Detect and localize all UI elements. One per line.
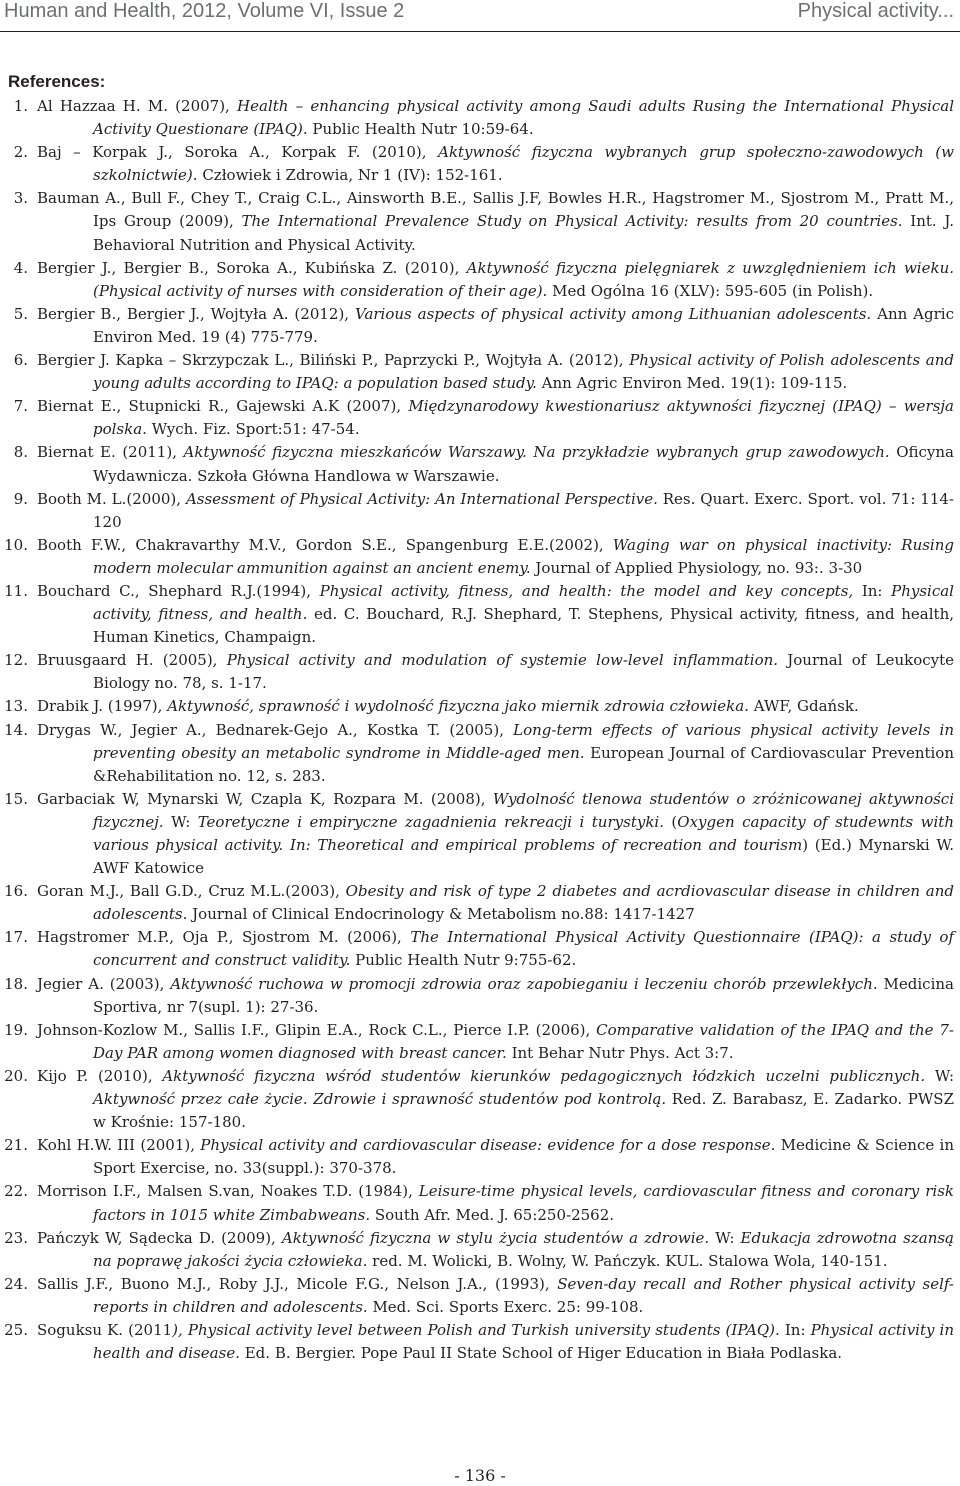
reference-text	[37, 582, 954, 646]
reference-text-part: Jegier A. (2003),	[37, 974, 171, 993]
reference-text	[37, 1321, 954, 1362]
reference-text	[37, 1067, 954, 1131]
reference-title-italic: Health – enhancing physical activity among Saudi adults Rusing the International Physical Activity Questionare (IPAQ).	[93, 97, 954, 139]
reference-item	[0, 1134, 960, 1180]
reference-number: 2.	[13, 143, 28, 162]
reference-text	[37, 928, 954, 969]
reference-item	[0, 1180, 960, 1226]
reference-item	[0, 695, 960, 718]
reference-text	[37, 1136, 954, 1177]
reference-text-part: AWF, Gdańsk.	[748, 697, 859, 716]
reference-text-part: Soguksu K. (2011	[37, 1320, 173, 1339]
reference-title-italic: Physical activity, fitness, and health: the model and key concepts,	[319, 581, 854, 600]
references-list	[0, 95, 960, 1365]
references-heading: References:	[8, 72, 106, 91]
reference-text	[37, 1182, 954, 1223]
reference-text-part: W:	[709, 1228, 741, 1247]
reference-text	[37, 397, 954, 438]
reference-text	[37, 259, 954, 300]
reference-text-part: Biernat E. (2011),	[37, 443, 184, 462]
reference-text-part: Med. Sci. Sports Exerc. 25: 99-108.	[367, 1297, 644, 1316]
reference-text-part: Bergier J., Bergier B., Soroka A., Kubińska Z. (2010),	[37, 258, 467, 277]
reference-text-part: Medicine & Science in Sport Exercise, no. 33(suppl.): 370-378.	[93, 1136, 954, 1178]
reference-text-part: In:	[853, 581, 892, 600]
reference-title-italic: Edukacja zdrowotna szansą na poprawę jakości życia człowieka.	[93, 1228, 955, 1270]
reference-item	[0, 95, 960, 141]
reference-text	[37, 490, 954, 531]
reference-title-italic: Physical activity and cardiovascular disease: evidence for a dose response.	[200, 1136, 776, 1155]
reference-number: 15.	[4, 789, 28, 808]
reference-number: 8.	[13, 443, 28, 462]
reference-title-italic: ), Physical activity level between Polish and Turkish university students (IPAQ).	[172, 1320, 780, 1339]
reference-title-italic: Aktywność fizyczna pielęgniarek z uwzględnieniem ich wieku. (Physical activity of nurses with consideration of their age).	[93, 258, 954, 300]
reference-item	[0, 488, 960, 534]
reference-text-part: ed. C. Bouchard, R.J. Shephard, T. Stephens, Physical activity, fitness, and health, Human Kinetics, Champaign.	[93, 605, 954, 647]
reference-number: 9.	[13, 489, 28, 508]
reference-item	[0, 1273, 960, 1319]
reference-item	[0, 1065, 960, 1134]
reference-number: 3.	[13, 189, 28, 208]
reference-text-part: W:	[163, 812, 198, 831]
reference-item	[0, 395, 960, 441]
reference-text	[37, 443, 954, 484]
reference-title-italic: Międzynarodowy kwestionariusz aktywności fizycznej (IPAQ) – wersja polska.	[93, 397, 954, 439]
reference-title-italic: Aktywność fizyczna wybranych grup społeczno-zawodowych (w szkolnictwie).	[93, 143, 954, 185]
reference-number: 16.	[4, 882, 28, 901]
reference-title-italic: Physical activity of Polish adolescents and young adults according to IPAQ: a population based study.	[93, 351, 954, 393]
reference-text	[37, 975, 954, 1016]
reference-item	[0, 257, 960, 303]
reference-text-part: Journal of Leukocyte Biology no. 78, s. 1-17.	[93, 651, 954, 693]
reference-text-part: South Afr. Med. J. 65:250-2562.	[370, 1205, 615, 1224]
running-header	[0, 0, 960, 26]
reference-text	[37, 143, 954, 184]
reference-item	[0, 1019, 960, 1065]
reference-title-italic: Leisure-time physical levels, cardiovascular fitness and coronary risk factors in 1015 white Zimbabweans.	[93, 1182, 954, 1224]
reference-number: 4.	[13, 258, 28, 277]
reference-text-part: Pańczyk W, Sądecka D. (2009),	[37, 1228, 282, 1247]
reference-text-part: Bruusgaard H. (2005),	[37, 651, 227, 670]
reference-text-part: Biernat E., Stupnicki R., Gajewski A.K (2007),	[37, 397, 409, 416]
reference-item	[0, 534, 960, 580]
reference-title-italic: Assessment of Physical Activity: An International Perspective.	[185, 489, 658, 508]
reference-item	[0, 1227, 960, 1273]
journal-title: Human and Health, 2012, Volume VI, Issue 2	[4, 0, 405, 22]
reference-title-italic: Long-term effects of various physical activity levels in preventing obesity an metabolic syndrome in Middle-aged men.	[93, 720, 954, 762]
reference-text-part: Drabik J. (1997),	[37, 697, 168, 716]
reference-title-italic: Aktywność fizyczna wśród studentów kierunków pedagogicznych łódzkich uczelni publicznych.	[162, 1066, 926, 1085]
reference-text-part: Int. J. Behavioral Nutrition and Physical Activity.	[93, 212, 954, 254]
reference-title-italic: Wydolność tlenowa studentów o zróżnicowanej aktywności fizycznej.	[93, 789, 954, 831]
reference-item	[0, 580, 960, 649]
reference-text-part: Bouchard C., Shephard R.J.(1994),	[37, 581, 320, 600]
reference-text-part: ) (Ed.) Mynarski W. AWF Katowice	[93, 836, 954, 878]
reference-text-part: Wych. Fiz. Sport:51: 47-54.	[146, 420, 360, 439]
reference-item	[0, 141, 960, 187]
reference-item	[0, 349, 960, 395]
reference-text-part: Hagstromer M.P., Oja P., Sjostrom M. (2006),	[37, 928, 411, 947]
reference-text	[37, 1229, 954, 1270]
reference-text-part: Baj – Korpak J., Soroka A., Korpak F. (2010),	[37, 143, 439, 162]
reference-text	[37, 697, 859, 715]
reference-text-part: Ann Agric Environ Med. 19 (4) 775-779.	[93, 304, 954, 346]
reference-text-part: Medicina Sportiva, nr 7(supl. 1): 27-36.	[93, 974, 954, 1016]
reference-text-part: Public Health Nutr 9:755-62.	[350, 951, 577, 970]
reference-title-italic: Aktywność przez całe życie. Zdrowie i sprawność studentów pod kontrolą.	[93, 1090, 667, 1109]
reference-text-part: Drygas W., Jegier A., Bednarek-Gejo A., Kostka T. (2005),	[37, 720, 514, 739]
reference-item	[0, 880, 960, 926]
reference-text-part: Res. Quart. Exerc. Sport. vol. 71: 114-120	[93, 489, 954, 531]
page-number: - 136 -	[454, 1466, 506, 1485]
reference-text-part: Booth F.W., Chakravarthy M.V., Gordon S.E., Spangenburg E.E.(2002),	[37, 535, 613, 554]
reference-text-part: Bergier J. Kapka – Skrzypczak L., Biliński P., Paprzycki P., Wojtyła A. (2012),	[37, 351, 630, 370]
reference-text-part: Med Ogólna 16 (XLV): 595-605 (in Polish).	[547, 281, 874, 300]
reference-text	[37, 651, 954, 692]
reference-text	[37, 790, 954, 877]
reference-text-part: Bauman A., Bull F., Chey T., Craig C.L., Ainsworth B.E., Sallis J.F, Bowles H.R., Hagstromer M., Sjostrom M., Pratt M., Ips Group (2009),	[37, 189, 954, 231]
reference-number: 17.	[4, 928, 28, 947]
reference-number: 14.	[4, 720, 28, 739]
reference-title-italic: Aktywność fizyczna w stylu życia studentów a zdrowie.	[281, 1228, 710, 1247]
reference-number: 25.	[4, 1320, 28, 1339]
reference-text-part: Journal of Applied Physiology, no. 93:. 3-30	[530, 558, 863, 577]
reference-item	[0, 187, 960, 256]
reference-text-part: red. M. Wolicki, B. Wolny, W. Pańczyk. KUL. Stalowa Wola, 140-151.	[367, 1251, 888, 1270]
reference-title-italic: The International Physical Activity Questionnaire (IPAQ): a study of concurrent and construct validity.	[93, 928, 955, 970]
reference-number: 12.	[4, 651, 28, 670]
reference-item	[0, 973, 960, 1019]
reference-title-italic: Obesity and risk of type 2 diabetes and acrdiovascular disease in children and adolescents.	[93, 882, 954, 924]
reference-text-part: Kohl H.W. III (2001),	[37, 1136, 201, 1155]
reference-text	[37, 97, 954, 138]
reference-title-italic: Aktywność fizyczna mieszkańców Warszawy. Na przykładzie wybranych grup zawodowych.	[183, 443, 890, 462]
reference-text	[37, 351, 954, 392]
reference-number: 5.	[13, 304, 28, 323]
header-rule	[0, 31, 960, 32]
reference-title-italic: Various aspects of physical activity among Lithuanian adolescents.	[354, 304, 872, 323]
reference-text-part: European Journal of Cardiovascular Prevention &Rehabilitation no. 12, s. 283.	[93, 743, 954, 785]
reference-title-italic: Physical activity, fitness, and health.	[93, 581, 954, 624]
reference-title-italic: Oxygen capacity of studewnts with various physical activity. In: Theoretical and empirical problems of recreation and tourism	[93, 812, 954, 854]
reference-item	[0, 926, 960, 972]
reference-text-part: Int Behar Nutr Phys. Act 3:7.	[506, 1043, 734, 1062]
reference-text-part: (	[663, 812, 678, 831]
reference-text-part: Johnson-Kozlow M., Sallis I.F., Glipin E.A., Rock C.L., Pierce I.P. (2006),	[37, 1020, 597, 1039]
reference-item	[0, 719, 960, 788]
reference-text-part: W:	[925, 1066, 954, 1085]
reference-number: 1.	[13, 97, 28, 115]
reference-title-italic: Physical activity in health and disease.	[93, 1320, 955, 1363]
reference-item	[0, 441, 960, 487]
reference-text-part: Journal of Clinical Endocrinology & Metabolism no.88: 1417-1427	[187, 905, 695, 924]
reference-title-italic: Aktywność ruchowa w promocji zdrowia oraz zapobieganiu i leczeniu chorób przewlekłych.	[170, 974, 878, 993]
reference-text-part: In:	[779, 1320, 811, 1339]
reference-text-part: Al Hazzaa H. M. (2007),	[37, 97, 238, 115]
reference-title-italic: Physical activity and modulation of systemie low-level inflammation.	[226, 651, 779, 670]
reference-item	[0, 649, 960, 695]
reference-text	[37, 1021, 954, 1062]
reference-text-part: Garbaciak W, Mynarski W, Czapla K, Rozpara M. (2008),	[37, 789, 493, 808]
reference-title-italic: The International Prevalence Study on Physical Activity: results from 20 countries.	[241, 212, 903, 231]
reference-item	[0, 1319, 960, 1365]
reference-text-part: Ed. B. Bergier. Pope Paul II State School of Higer Education in Biała Podlaska.	[239, 1344, 843, 1363]
reference-item	[0, 303, 960, 349]
reference-text	[37, 1275, 954, 1316]
reference-number: 21.	[4, 1136, 28, 1155]
reference-text-part: Kijo P. (2010),	[37, 1066, 163, 1085]
reference-text-part: Morrison I.F., Malsen S.van, Noakes T.D. (1984),	[37, 1182, 419, 1201]
reference-number: 23.	[4, 1228, 28, 1247]
reference-title-italic: Teoretyczne i empiryczne zagadnienia rekreacji i turystyki.	[197, 812, 664, 831]
reference-text-part: Bergier B., Bergier J., Wojtyła A. (2012),	[37, 304, 355, 323]
reference-text-part: Oficyna Wydawnicza. Szkoła Główna Handlowa w Warszawie.	[93, 443, 954, 485]
reference-number: 22.	[4, 1182, 28, 1201]
reference-title-italic: Waging war on physical inactivity: Rusing modern molecular ammunition against an ancient enemy.	[93, 535, 954, 577]
reference-number: 6.	[13, 351, 28, 370]
reference-text-part: Public Health Nutr 10:59-64.	[307, 120, 534, 139]
reference-title-italic: Comparative validation of the IPAQ and the 7-Day PAR among women diagnosed with breast cancer.	[93, 1020, 954, 1062]
reference-number: 18.	[4, 974, 28, 993]
reference-title-italic: Seven-day recall and Rother physical activity self-reports in children and adolescents.	[93, 1274, 954, 1316]
reference-text	[37, 536, 954, 577]
reference-text	[37, 305, 954, 346]
reference-text-part: Red. Z. Barabasz, E. Zadarko. PWSZ w Krośnie: 157-180.	[93, 1090, 954, 1132]
reference-text-part: Sallis J.F., Buono M.J., Roby J.J., Micole F.G., Nelson J.A., (1993),	[37, 1274, 558, 1293]
article-short-title: Physical activity...	[797, 0, 954, 22]
reference-number: 24.	[4, 1274, 28, 1293]
reference-text	[37, 189, 954, 253]
reference-number: 11.	[4, 581, 28, 600]
reference-text-part: Człowiek i Zdrowia, Nr 1 (IV): 152-161.	[197, 166, 503, 185]
reference-number: 7.	[13, 397, 28, 416]
reference-text	[37, 882, 954, 923]
reference-text-part: Ann Agric Environ Med. 19(1): 109-115.	[536, 374, 848, 393]
reference-title-italic: Aktywność, sprawność i wydolność fizyczna jako miernik zdrowia człowieka.	[167, 697, 749, 716]
reference-number: 13.	[4, 697, 28, 716]
reference-number: 20.	[4, 1066, 28, 1085]
reference-number: 19.	[4, 1020, 28, 1039]
reference-number: 10.	[4, 535, 28, 554]
reference-text	[37, 721, 954, 785]
reference-item	[0, 788, 960, 880]
reference-text-part: Booth M. L.(2000),	[37, 489, 186, 508]
reference-text-part: Goran M.J., Ball G.D., Cruz M.L.(2003),	[37, 882, 346, 901]
